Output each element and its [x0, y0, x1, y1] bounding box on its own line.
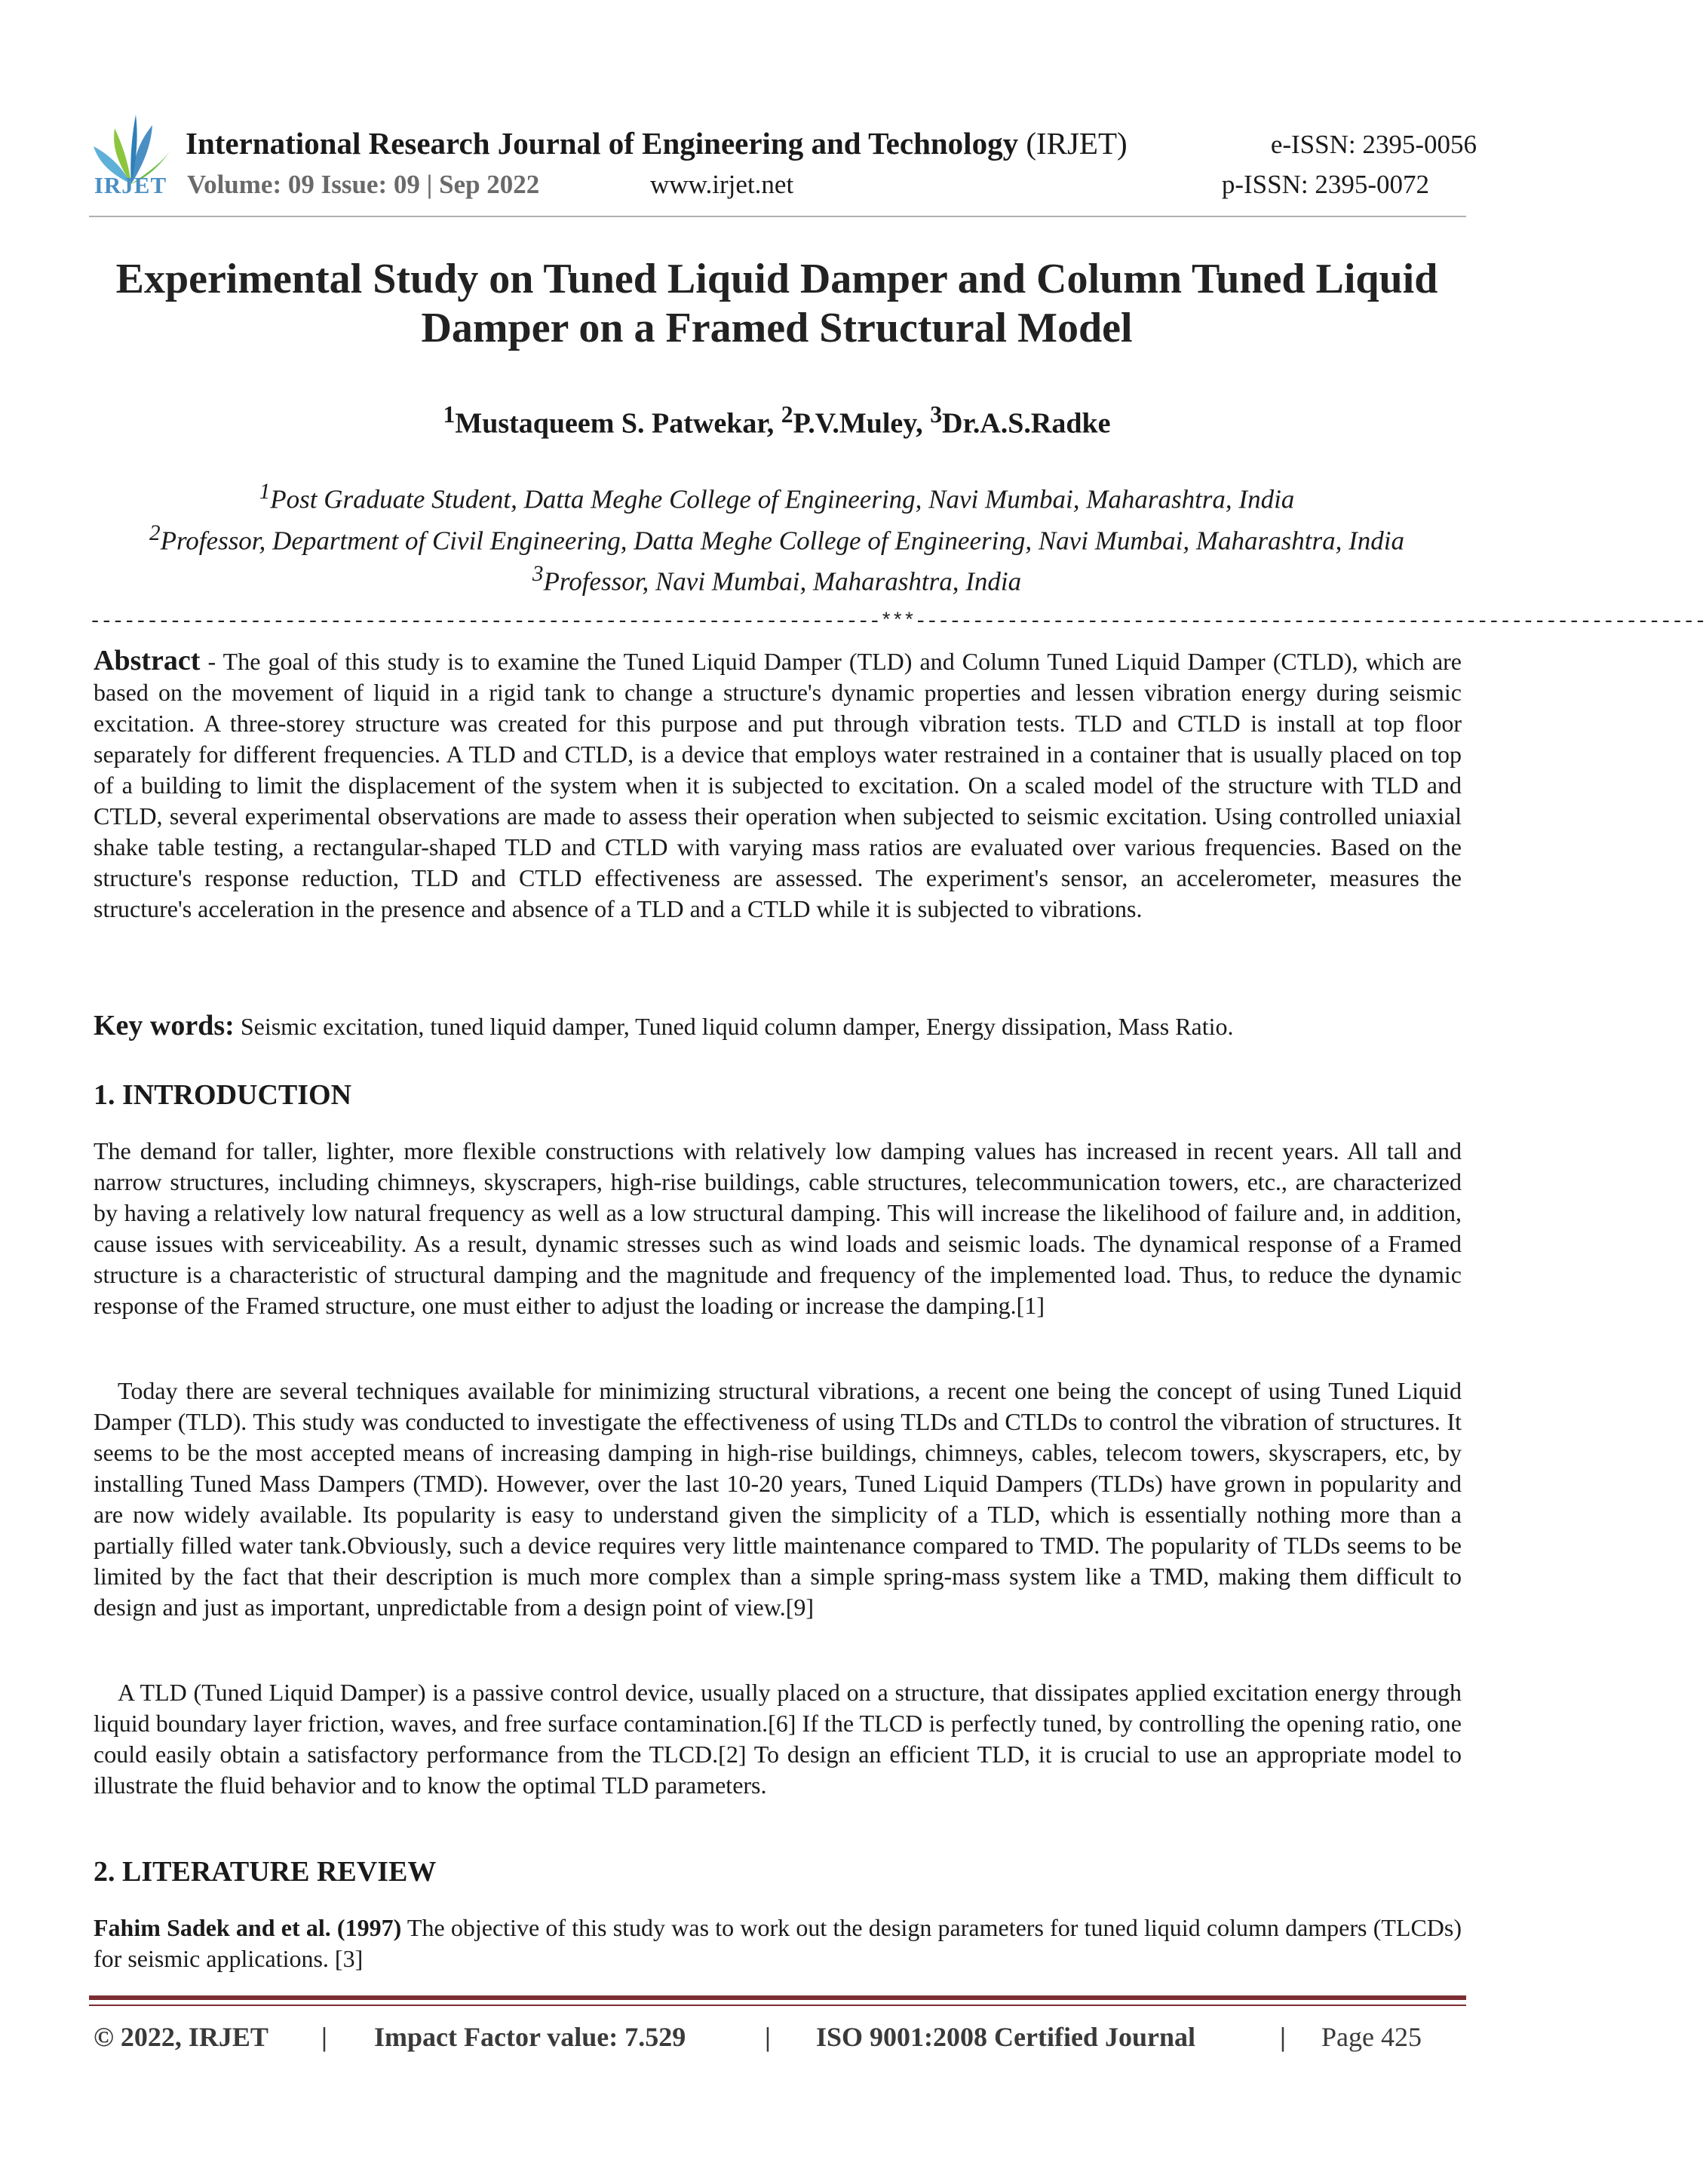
- author-3-marker: 3: [930, 401, 943, 428]
- affiliation-2: [106, 517, 1448, 558]
- affiliation-3-text: Professor, Navi Mumbai, Maharashtra, India: [543, 566, 1022, 597]
- footer-separator: |: [1280, 2022, 1286, 2052]
- footer-iso-certification: ISO 9001:2008 Certified Journal: [816, 2022, 1195, 2052]
- footer-separator: |: [321, 2022, 327, 2052]
- affiliation-1-marker: 1: [259, 480, 271, 504]
- journal-name: [186, 125, 1128, 161]
- journal-abbreviation: (IRJET): [1026, 126, 1128, 161]
- affiliation-3: [106, 557, 1448, 599]
- page-footer: [94, 2021, 1466, 2059]
- footer-divider: [89, 1995, 1466, 2000]
- author-1: Mustaqueem S. Patwekar,: [455, 407, 781, 440]
- keywords-label: Key words:: [94, 1010, 235, 1041]
- paper-title: Experimental Study on Tuned Liquid Damper and Column Tuned Liquid Damper on a Framed Structural Model: [115, 256, 1438, 351]
- footer-separator: |: [765, 2022, 771, 2052]
- literature-text: The objective of this study was to work out the design parameters for tuned liquid column dampers (TLCDs) for seismic applications. [3]: [94, 1914, 1462, 1972]
- affiliations: [106, 475, 1448, 599]
- abstract: [94, 646, 1462, 925]
- author-2: P.V.Muley,: [793, 407, 931, 440]
- author-2-marker: 2: [781, 401, 793, 428]
- section-heading-literature-review: 2. LITERATURE REVIEW: [94, 1856, 437, 1888]
- logo-text: IRJET: [94, 172, 167, 198]
- journal-website-link[interactable]: www.irjet.net: [650, 170, 794, 199]
- volume-issue: Volume: 09 Issue: 09 | Sep 2022: [187, 170, 540, 199]
- e-issn: e-ISSN: 2395-0056: [1270, 130, 1477, 159]
- header-divider: [89, 216, 1466, 217]
- affiliation-3-marker: 3: [532, 562, 544, 587]
- keywords: [94, 1011, 1462, 1042]
- affiliation-2-marker: 2: [149, 520, 161, 545]
- section-heading-introduction: 1. INTRODUCTION: [94, 1079, 352, 1111]
- footer-copyright: © 2022, IRJET: [94, 2022, 268, 2052]
- footer-page-number: Page 425: [1321, 2022, 1422, 2052]
- author-list: [106, 401, 1448, 440]
- affiliation-1: [106, 475, 1448, 517]
- footer-impact-factor: Impact Factor value: 7.529: [374, 2022, 686, 2052]
- intro-paragraph-1: The demand for taller, lighter, more flexible constructions with relatively low damping values has increased in recent years. All tall and narrow structures, including chimneys, skyscrapers, high-rise buildings, cable structures, telecommunication towers, etc., are characterized by having a relatively low natural frequency as well as a low structural damping. This will increase the likelihood of failure and, in addition, cause issues with serviceability. As a result, dynamic stresses such as wind loads and seismic loads. The dynamical response of a Framed structure is a characteristic of structural damping and the magnitude and frequency of the implemented load. Thus, to reduce the dynamic response of the Framed structure, one must either to adjust the loading or increase the damping.[1]: [94, 1137, 1462, 1319]
- intro-paragraph-3: A TLD (Tuned Liquid Damper) is a passive control device, usually placed on a structure, that dissipates applied excitation energy through liquid boundary layer friction, waves, and free surface contamination.[6] If the TLCD is perfectly tuned, by controlling the opening ratio, one could easily obtain a satisfactory performance from the TLCD.[2] To design an efficient TLD, it is crucial to use an appropriate model to illustrate the fluid behavior and to know the optimal TLD parameters.: [94, 1679, 1462, 1799]
- literature-paragraph-1: [94, 1913, 1462, 1974]
- author-3: Dr.A.S.Radke: [942, 407, 1111, 440]
- intro-paragraph-2: Today there are several techniques available for minimizing structural vibrations, a recent one being the concept of using Tuned Liquid Damper (TLD). This study was conducted to investigate the effectiveness of using TLDs and CTLDs to control the vibration of structures. It seems to be the most accepted means of increasing damping in high-rise buildings, chimneys, cables, telecom towers, skyscrapers, etc, by installing Tuned Mass Dampers (TMD). However, over the last 10-20 years, Tuned Liquid Dampers (TLDs) have grown in popularity and are now widely available. Its popularity is easy to understand given the simplicity of a TLD, which is essentially nothing more than a partially filled water tank.Obviously, such a device requires very little maintenance compared to TMD. The popularity of TLDs seems to be limited by the fact that their description is much more complex than a simple spring-mass system like a TMD, making them difficult to design and just as important, unpredictable from a design point of view.[9]: [94, 1377, 1462, 1621]
- journal-full-name: International Research Journal of Engineering and Technology: [186, 126, 1019, 161]
- author-1-marker: 1: [443, 401, 456, 428]
- abstract-label: Abstract: [94, 645, 201, 676]
- section-separator: ---------------------------------------------------------------------***---------------------------------------------------------------------: [89, 611, 1706, 633]
- abstract-text: - The goal of this study is to examine the Tuned Liquid Damper (TLD) and Column Tuned Liquid Damper (CTLD), which are based on the movement of liquid in a rigid tank to change a structure's dynamic properties and lessen vibration energy during seismic excitation. A three-storey structure was created for this purpose and put through vibration tests. TLD and CTLD is install at top floor separately for different frequencies. A TLD and CTLD, is a device that employs water restrained in a container that is usually placed on top of a building to limit the displacement of the system when it is subjected to excitation. On a scaled model of the structure with TLD and CTLD, several experimental observations are made to assess their operation when subjected to seismic excitation. Using controlled uniaxial shake table testing, a rectangular-shaped TLD and CTLD with varying mass ratios are evaluated over various frequencies. Based on the structure's response reduction, TLD and CTLD effectiveness are assessed. The experiment's sensor, an accelerometer, measures the structure's acceleration in the presence and absence of a TLD and a CTLD while it is subjected to vibrations.: [94, 648, 1462, 922]
- p-issn: p-ISSN: 2395-0072: [1221, 170, 1429, 199]
- affiliation-2-text: Professor, Department of Civil Engineering, Datta Meghe College of Engineering, Navi Mumbai, Maharashtra, India: [160, 526, 1404, 556]
- affiliation-1-text: Post Graduate Student, Datta Meghe College of Engineering, Navi Mumbai, Maharashtra, India: [270, 484, 1295, 514]
- footer-divider-thin: [89, 2005, 1466, 2006]
- literature-author: Fahim Sadek and et al. (1997): [94, 1914, 402, 1941]
- keywords-text: Seismic excitation, tuned liquid damper, Tuned liquid column damper, Energy dissipation, Mass Ratio.: [234, 1013, 1234, 1040]
